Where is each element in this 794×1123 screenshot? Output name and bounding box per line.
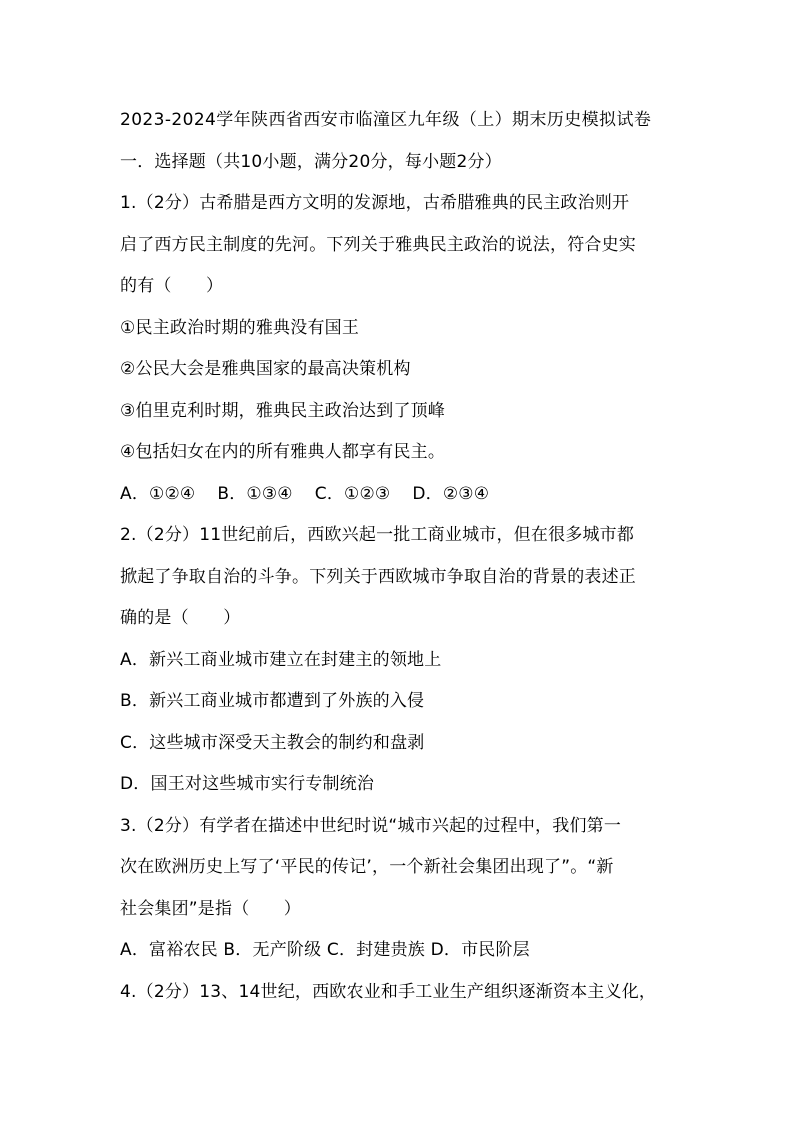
question-2-stem-line-2: 掀起了争取自治的斗争。下列关于西欧城市争取自治的背景的表述正 — [120, 566, 636, 587]
question-3 — [120, 806, 680, 972]
question-3-stem-line-3: 社会集团”是指（ ） — [120, 898, 302, 919]
question-3-options: A．富裕农民 B．无产阶级 C．封建贵族 D．市民阶层 — [120, 940, 530, 960]
question-2-option-a: A．新兴工商业城市建立在封建主的领地上 — [120, 649, 442, 670]
exam-title: 2023-2024学年陕西省西安市临潼区九年级（上）期末历史模拟试卷 — [120, 110, 652, 130]
question-3-stem-line-1: 3.（2分）有学者在描述中世纪时说“城市兴起的过程中，我们第一 — [120, 815, 622, 836]
question-2-option-c: C．这些城市深受天主教会的制约和盘剥 — [120, 732, 425, 753]
question-1-options — [120, 474, 680, 516]
question-2 — [120, 515, 680, 806]
exam-content — [120, 100, 680, 1013]
question-1-statement-4: ④包括妇女在内的所有雅典人都享有民主。 — [120, 442, 446, 462]
question-2-stem-line-1: 2.（2分）11世纪前后，西欧兴起一批工商业城市，但在很多城市都 — [120, 525, 635, 545]
question-1 — [120, 183, 680, 515]
question-4 — [120, 972, 680, 1014]
question-1-statement-2: ②公民大会是雅典国家的最高决策机构 — [120, 359, 411, 379]
question-4-stem-line-1: 4.（2分）13、14世纪，西欧农业和手工业生产组织逐渐资本主义化， — [120, 981, 657, 1002]
question-1-statement-3: ③伯里克利时期，雅典民主政治达到了顶峰 — [120, 400, 446, 421]
question-1-option-b: B．①③④ — [217, 483, 293, 504]
question-2-option-b: B．新兴工商业城市都遭到了外族的入侵 — [120, 691, 425, 711]
question-1-option-c: C．①②③ — [314, 483, 391, 504]
question-2-stem-line-3: 确的是（ ） — [120, 608, 241, 628]
question-2-option-d: D．国王对这些城市实行专制统治 — [120, 774, 375, 794]
question-1-option-d: D．②③④ — [412, 483, 490, 504]
question-1-stem-line-1: 1.（2分）古希腊是西方文明的发源地，古希腊雅典的民主政治则开 — [120, 193, 630, 213]
question-1-statement-1: ①民主政治时期的雅典没有国王 — [120, 317, 360, 338]
question-1-option-a: A．①②④ — [120, 483, 196, 504]
question-3-stem-line-2: 次在欧洲历史上写了‘平民的传记’，一个新社会集团出现了”。“新 — [120, 857, 614, 877]
question-1-stem-line-3: 的有（ ） — [120, 276, 224, 296]
section-heading: 一．选择题（共10小题，满分20分，每小题2分） — [120, 151, 502, 172]
question-1-stem-line-2: 启了西方民主制度的先河。下列关于雅典民主政治的说法，符合史实 — [120, 234, 636, 255]
